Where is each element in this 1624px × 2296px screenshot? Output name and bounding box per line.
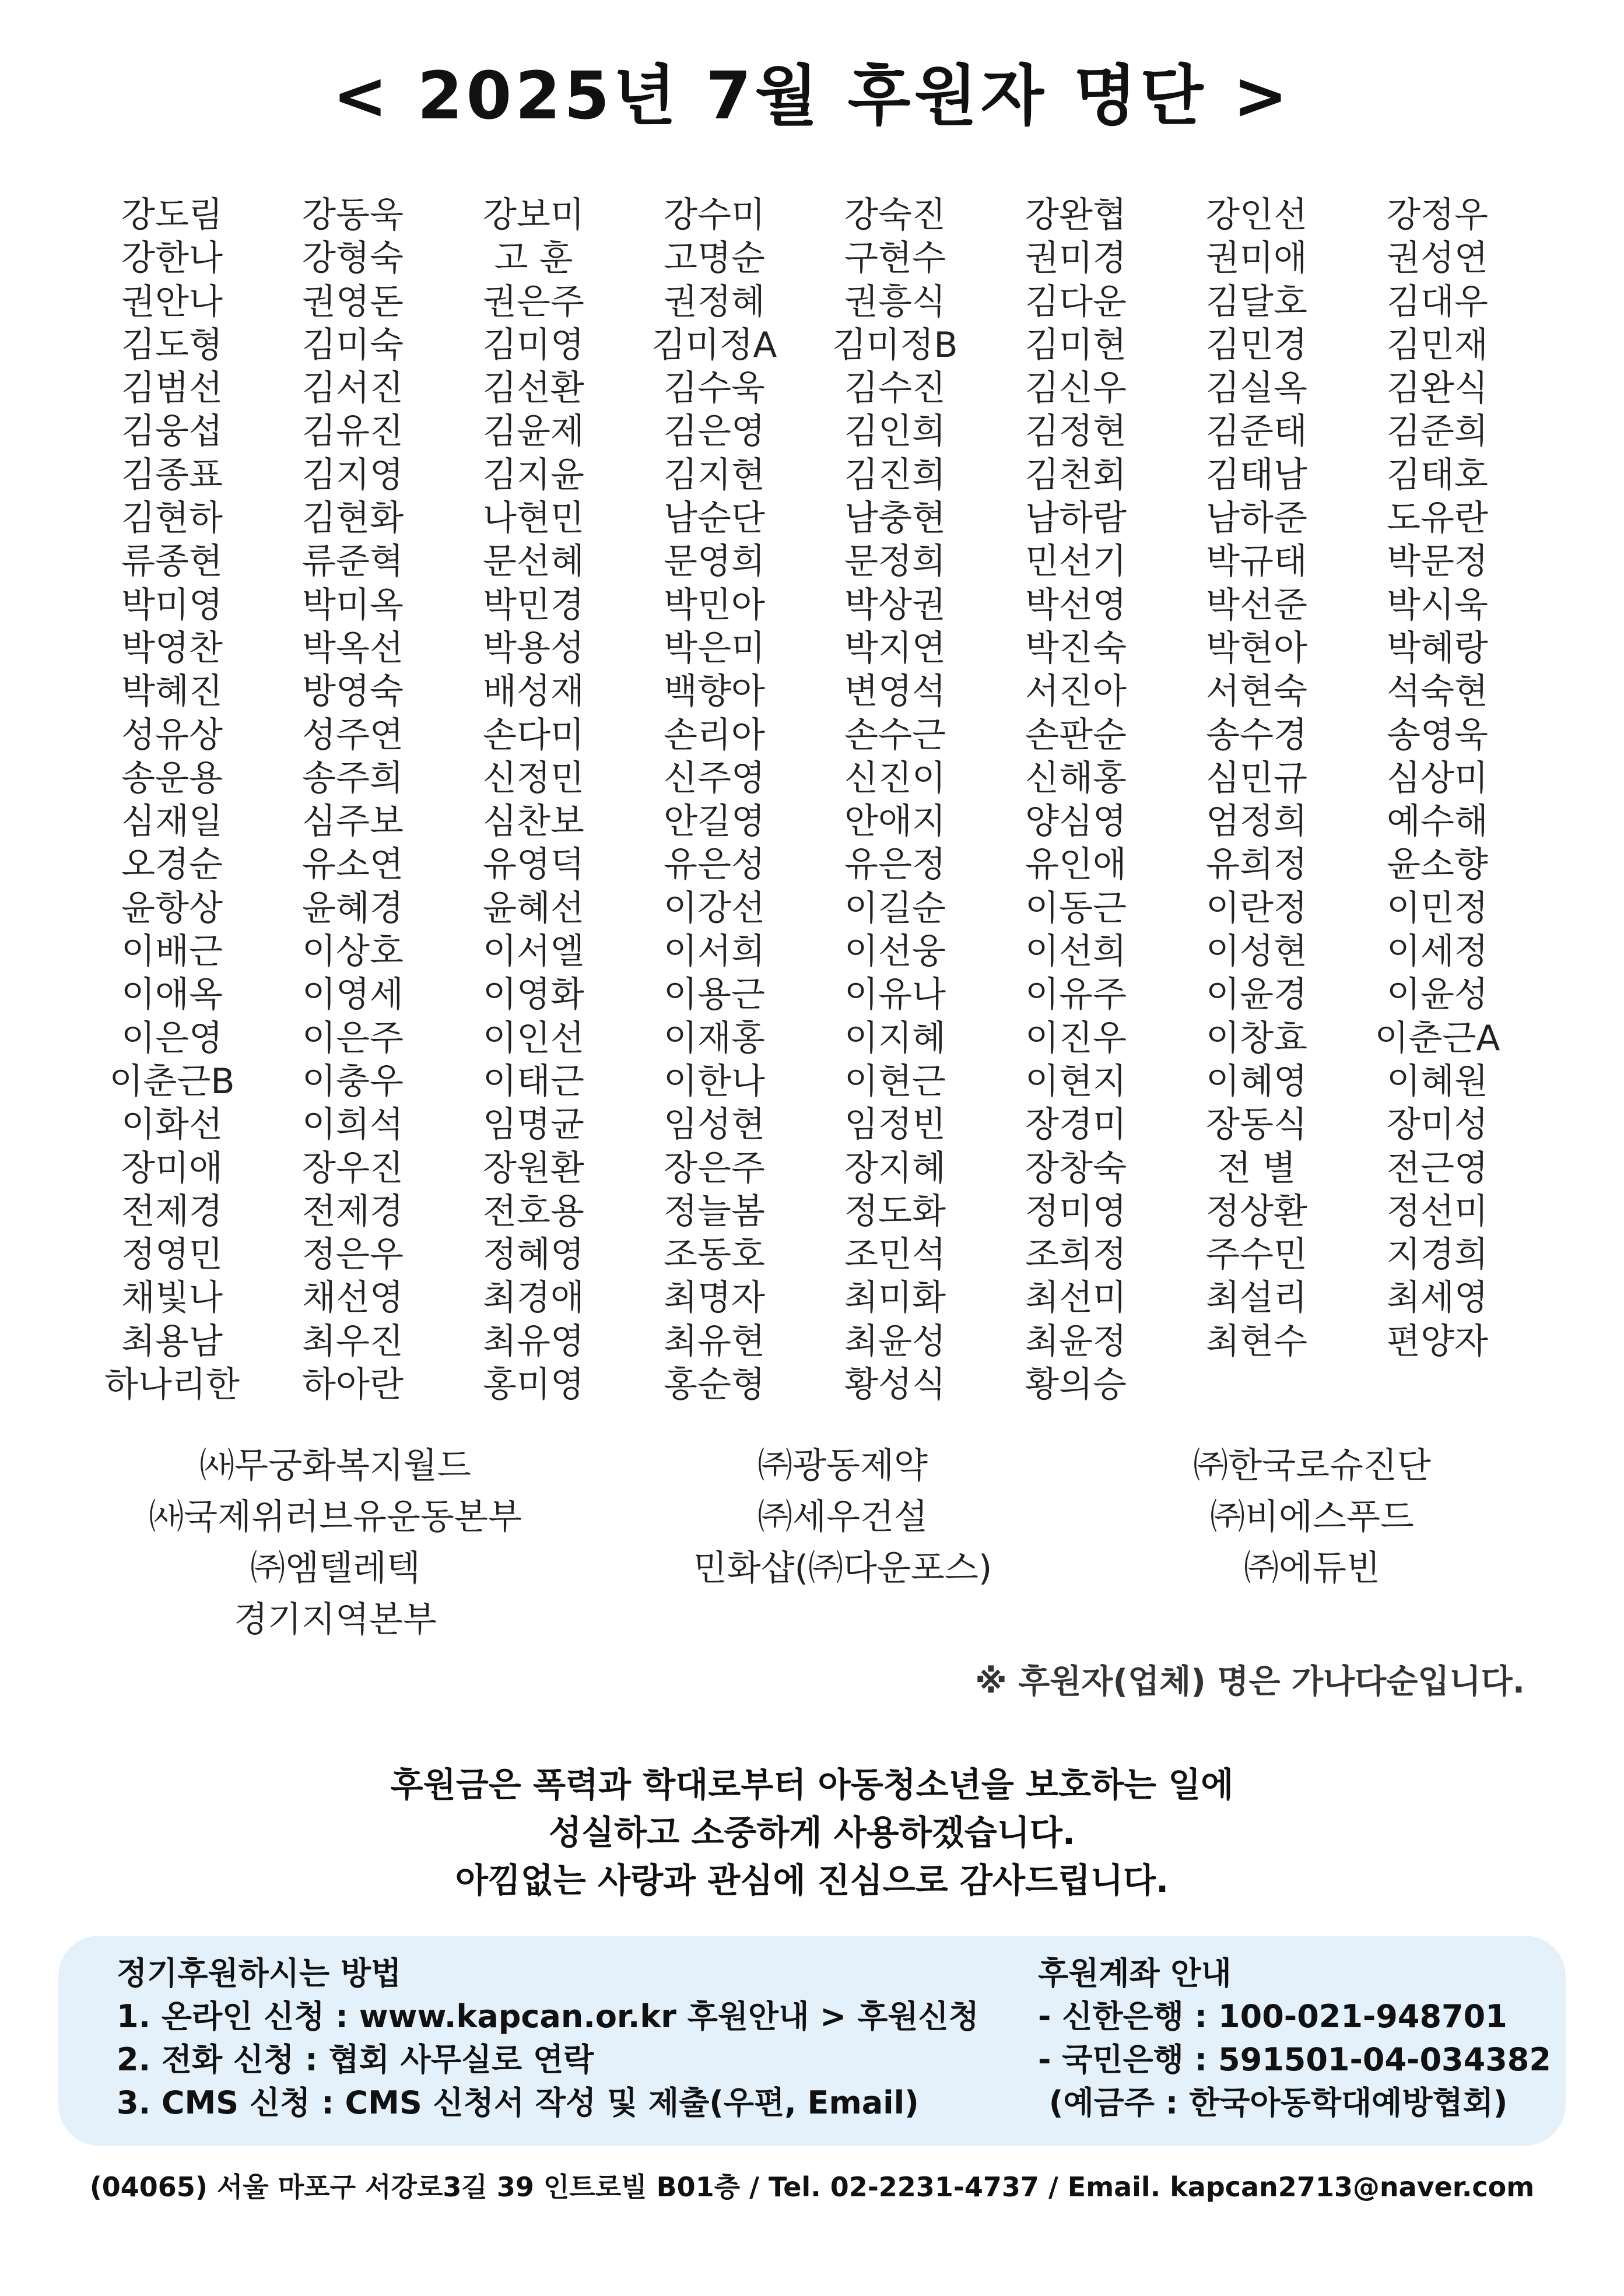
donor-name: 박선준	[1206, 584, 1307, 626]
donor-name: 박시욱	[1387, 584, 1488, 626]
donor-name: 박상권	[844, 584, 946, 626]
donor-name: 서진아	[1025, 671, 1127, 712]
donor-name: 장우진	[302, 1147, 404, 1189]
donor-name: 송운용	[121, 757, 223, 799]
donor-name: 장미애	[121, 1147, 223, 1189]
donor-name: 홍순형	[664, 1364, 765, 1406]
donor-name: 박규태	[1206, 541, 1307, 582]
donor-name: 엄정희	[1206, 801, 1307, 842]
donor-name: 김신우	[1025, 368, 1127, 409]
company-item: ㈔국제위러브유운동본부	[149, 1497, 522, 1537]
donor-name: 이애옥	[121, 974, 223, 1016]
donor-name: 권흥식	[844, 281, 946, 322]
donor-name: 성유상	[121, 714, 223, 756]
donor-name: 전제경	[302, 1191, 404, 1232]
donor-name: 이용근	[664, 974, 765, 1016]
donor-name: 이창효	[1206, 1017, 1307, 1059]
company-column-3	[1096, 1440, 1528, 1645]
donor-name: 임명균	[483, 1104, 584, 1146]
donor-name: 이현근	[844, 1061, 946, 1102]
donor-name: 김현화	[302, 498, 404, 539]
donor-name: 장동식	[1206, 1104, 1307, 1146]
donor-name: 장창숙	[1025, 1147, 1127, 1189]
donor-name: 전 별	[1217, 1147, 1296, 1189]
donor-name: 신해홍	[1025, 757, 1127, 799]
donor-name: 박혜랑	[1387, 627, 1488, 669]
page-title: < 2025년 7월 후원자 명단 >	[332, 58, 1292, 134]
donor-name: 유영덕	[483, 844, 584, 886]
donor-name: 이영화	[483, 974, 584, 1016]
donor-name: 김지윤	[483, 454, 584, 496]
donor-name: 김윤제	[483, 411, 584, 452]
donor-name: 문정희	[844, 541, 946, 582]
donor-name: 구현수	[844, 238, 946, 279]
regular-donation-methods	[117, 1952, 979, 2125]
donor-name: 윤혜경	[302, 887, 404, 929]
donor-name: 김서진	[302, 368, 404, 409]
donor-name: 윤항상	[121, 887, 223, 929]
donor-name: 하아란	[302, 1364, 404, 1406]
donor-name: 심상미	[1387, 757, 1488, 799]
donor-name: 최명자	[664, 1277, 765, 1319]
donor-name: 최우진	[302, 1321, 404, 1362]
donor-name: 이현지	[1025, 1061, 1127, 1102]
method-line: 3. CMS 신청 : CMS 신청서 작성 및 제출(우편, Email)	[117, 2084, 919, 2121]
donor-name: 문영희	[664, 541, 765, 582]
donor-name: 장원환	[483, 1147, 584, 1189]
donor-name: 남하준	[1206, 498, 1307, 539]
donor-name: 양심영	[1025, 801, 1127, 842]
donor-name: 도유란	[1387, 498, 1488, 539]
donor-name: 정도화	[844, 1191, 946, 1232]
donor-name: 김지영	[302, 454, 404, 496]
donor-name: 채빛나	[121, 1277, 223, 1319]
company-item: 경기지역본부	[234, 1599, 437, 1640]
donor-name: 김정현	[1025, 411, 1127, 452]
donor-name: 채선영	[302, 1277, 404, 1319]
donor-name: 김준희	[1387, 411, 1488, 452]
donor-name: 김태호	[1387, 454, 1488, 496]
donor-name: 김천회	[1025, 454, 1127, 496]
donor-name: 고명순	[664, 238, 765, 279]
donor-name: 박민아	[664, 584, 765, 626]
donor-name: 전호용	[483, 1191, 584, 1232]
company-item: ㈜비에스푸드	[1210, 1497, 1414, 1537]
donor-name: 박진숙	[1025, 627, 1127, 669]
donor-name: 민선기	[1025, 541, 1127, 582]
company-item: ㈜엠텔레텍	[250, 1548, 420, 1589]
company-column-2	[589, 1440, 1096, 1645]
sort-order-note: ※ 후원자(업체) 명은 가나다순입니다.	[975, 1663, 1525, 1701]
method-line: 1. 온라인 신청 : www.kapcan.or.kr 후원안내 > 후원신청	[117, 1998, 979, 2035]
donor-name: 박영찬	[121, 627, 223, 669]
donor-name: 김다운	[1025, 281, 1127, 322]
donor-name: 정늘봄	[664, 1191, 765, 1232]
donor-name: 김태남	[1206, 454, 1307, 496]
account-line: - 신한은행 : 100-021-948701	[1038, 1998, 1507, 2035]
donor-name: 류종현	[121, 541, 223, 582]
company-item: ㈜에듀빈	[1244, 1548, 1380, 1589]
company-item: ㈜광동제약	[757, 1445, 928, 1486]
donor-name: 이은영	[121, 1017, 223, 1059]
donor-name: 박민경	[483, 584, 584, 626]
donor-name: 김종표	[121, 454, 223, 496]
donor-name: 김미정B	[832, 324, 958, 366]
donor-name: 최유현	[664, 1321, 765, 1362]
donor-name: 강수미	[664, 195, 765, 236]
donor-name: 류준혁	[302, 541, 404, 582]
donor-name: 황성식	[844, 1364, 946, 1406]
donor-name: 이지혜	[844, 1017, 946, 1059]
company-item: ㈜한국로슈진단	[1193, 1445, 1431, 1486]
donor-name: 이은주	[302, 1017, 404, 1059]
donor-name-grid	[82, 194, 1528, 1406]
account-line: (예금주 : 한국아동학대예방협회)	[1038, 2084, 1508, 2121]
donor-name: 김완식	[1387, 368, 1488, 409]
thank-you-message	[0, 1761, 1624, 1904]
donor-name: 임성현	[664, 1104, 765, 1146]
donor-name: 최미화	[844, 1277, 946, 1319]
donor-name: 이선웅	[844, 931, 946, 973]
donor-name: 안애지	[844, 801, 946, 842]
donor-name: 이선희	[1025, 931, 1127, 973]
donor-name: 이혜원	[1387, 1061, 1488, 1102]
donor-name: 조희정	[1025, 1234, 1127, 1276]
donor-name: 강보미	[483, 195, 584, 236]
donor-name: 이상호	[302, 931, 404, 973]
company-donors	[82, 1440, 1528, 1645]
donor-name: 강형숙	[302, 238, 404, 279]
donor-name: 신진이	[844, 757, 946, 799]
donor-name: 정미영	[1025, 1191, 1127, 1232]
donor-name: 심찬보	[483, 801, 584, 842]
donor-name: 박은미	[664, 627, 765, 669]
donor-name: 이인선	[483, 1017, 584, 1059]
donor-name: 정상환	[1206, 1191, 1307, 1232]
donor-name: 변영석	[844, 671, 946, 712]
donor-name: 장미성	[1387, 1104, 1488, 1146]
donor-name: 이혜영	[1206, 1061, 1307, 1102]
donor-name: 최선미	[1025, 1277, 1127, 1319]
donor-name: 송영욱	[1387, 714, 1488, 756]
donor-name: 이성현	[1206, 931, 1307, 973]
donor-name: 이유주	[1025, 974, 1127, 1016]
donor-name: 김미현	[1025, 324, 1127, 366]
donor-name: 김수욱	[664, 368, 765, 409]
donor-name: 심재일	[121, 801, 223, 842]
donor-name: 강한나	[121, 238, 223, 279]
donor-name: 장경미	[1025, 1104, 1127, 1146]
donor-name: 이란정	[1206, 887, 1307, 929]
donor-name: 최유영	[483, 1321, 584, 1362]
donor-name: 윤혜선	[483, 887, 584, 929]
donor-name: 홍미영	[483, 1364, 584, 1406]
donor-name: 김인희	[844, 411, 946, 452]
donor-name: 윤소향	[1387, 844, 1488, 886]
donor-name: 손판순	[1025, 714, 1127, 756]
donor-name: 박미영	[121, 584, 223, 626]
bank-account-info	[1038, 1952, 1551, 2125]
donor-name: 권성연	[1387, 238, 1488, 279]
donor-name: 강정우	[1387, 195, 1488, 236]
donor-name: 김수진	[844, 368, 946, 409]
donor-name: 이춘근B	[109, 1061, 235, 1102]
method-line: 2. 전화 신청 : 협회 사무실로 연락	[117, 2041, 594, 2078]
donor-name: 지경희	[1387, 1234, 1488, 1276]
donor-name: 이서엘	[483, 931, 584, 973]
donor-name: 권영돈	[302, 281, 404, 322]
donor-name: 유은성	[664, 844, 765, 886]
donor-name: 이윤성	[1387, 974, 1488, 1016]
donor-name: 김실옥	[1206, 368, 1307, 409]
donor-name: 김도형	[121, 324, 223, 366]
donor-name: 이배근	[121, 931, 223, 973]
donor-name: 김진희	[844, 454, 946, 496]
message-line: 성실하고 소중하게 사용하겠습니다.	[549, 1813, 1075, 1852]
methods-heading: 정기후원하시는 방법	[117, 1955, 402, 1992]
donor-name: 안길영	[664, 801, 765, 842]
donor-name: 권미애	[1206, 238, 1307, 279]
donor-name: 강완협	[1025, 195, 1127, 236]
donor-name: 배성재	[483, 671, 584, 712]
donor-name: 손다미	[483, 714, 584, 756]
donor-name: 이한나	[664, 1061, 765, 1102]
donor-name: 방영숙	[302, 671, 404, 712]
donor-name: 장지혜	[844, 1147, 946, 1189]
company-item: ㈔무궁화복지월드	[199, 1445, 471, 1486]
donor-name: 강도림	[121, 195, 223, 236]
donor-name: 남순단	[664, 498, 765, 539]
donor-name: 이태근	[483, 1061, 584, 1102]
donor-name: 이진우	[1025, 1017, 1127, 1059]
donor-name: 나현민	[483, 498, 584, 539]
donor-name: 석숙현	[1387, 671, 1488, 712]
donor-name: 박용성	[483, 627, 584, 669]
donor-name: 최윤성	[844, 1321, 946, 1362]
donor-name: 최윤정	[1025, 1321, 1127, 1362]
donor-name: 이재홍	[664, 1017, 765, 1059]
donor-name: 서현숙	[1206, 671, 1307, 712]
contact-footer: (04065) 서울 마포구 서강로3길 39 인트로빌 B01층 / Tel. 02-2231-4737 / Email. kapcan2713@naver.com	[89, 2171, 1535, 2203]
account-heading: 후원계좌 안내	[1038, 1955, 1232, 1992]
donor-name: 김대우	[1387, 281, 1488, 322]
donor-name: 이유나	[844, 974, 946, 1016]
donor-name: 김미영	[483, 324, 584, 366]
message-line: 후원금은 폭력과 학대로부터 아동청소년을 보호하는 일에	[390, 1765, 1234, 1804]
donor-name: 박옥선	[302, 627, 404, 669]
donor-name: 손수근	[844, 714, 946, 756]
donor-name: 박현아	[1206, 627, 1307, 669]
donor-name: 신정민	[483, 757, 584, 799]
donor-name: 전근영	[1387, 1147, 1488, 1189]
donor-name: 성주연	[302, 714, 404, 756]
donor-name: 유은정	[844, 844, 946, 886]
donor-name: 조동호	[664, 1234, 765, 1276]
account-line: - 국민은행 : 591501-04-034382	[1038, 2041, 1551, 2078]
donor-name: 권미경	[1025, 238, 1127, 279]
donor-name: 이민정	[1387, 887, 1488, 929]
donor-name: 고 훈	[494, 238, 573, 279]
donor-name: 남하람	[1025, 498, 1127, 539]
donor-name: 박선영	[1025, 584, 1127, 626]
donor-name: 신주영	[664, 757, 765, 799]
company-item: ㈜세우건설	[757, 1497, 928, 1537]
donor-name: 오경순	[121, 844, 223, 886]
donor-name: 박미옥	[302, 584, 404, 626]
donor-name: 이길순	[844, 887, 946, 929]
donor-name: 편양자	[1387, 1321, 1488, 1362]
donor-name: 황의승	[1025, 1364, 1127, 1406]
donor-name: 정혜영	[483, 1234, 584, 1276]
donor-name: 하나리한	[104, 1364, 240, 1406]
donation-info-box	[58, 1936, 1566, 2146]
donor-name: 최세영	[1387, 1277, 1488, 1319]
donor-name: 심민규	[1206, 757, 1307, 799]
donor-name: 최용남	[121, 1321, 223, 1362]
donor-name: 권안나	[121, 281, 223, 322]
donor-name: 유희정	[1206, 844, 1307, 886]
donor-name: 강동욱	[302, 195, 404, 236]
donor-name: 이서희	[664, 931, 765, 973]
donor-name: 강숙진	[844, 195, 946, 236]
donor-name: 김미숙	[302, 324, 404, 366]
donor-name: 예수해	[1387, 801, 1488, 842]
donor-name: 김지현	[664, 454, 765, 496]
donor-name: 정영민	[121, 1234, 223, 1276]
donor-name: 김달호	[1206, 281, 1307, 322]
donor-name: 유인애	[1025, 844, 1127, 886]
donor-name: 이강선	[664, 887, 765, 929]
donor-name: 김준태	[1206, 411, 1307, 452]
donor-name: 임정빈	[844, 1104, 946, 1146]
donor-name: 김은영	[664, 411, 765, 452]
donor-name: 이희석	[302, 1104, 404, 1146]
donor-name: 이충우	[302, 1061, 404, 1102]
donor-name: 이영세	[302, 974, 404, 1016]
company-column-1	[82, 1440, 589, 1645]
donor-name: 박문정	[1387, 541, 1488, 582]
donor-name: 박지연	[844, 627, 946, 669]
donor-name: 이동근	[1025, 887, 1127, 929]
donor-name: 김민경	[1206, 324, 1307, 366]
donor-name: 송주희	[302, 757, 404, 799]
donor-name: 문선혜	[483, 541, 584, 582]
donor-name: 이세정	[1387, 931, 1488, 973]
donor-name: 장은주	[664, 1147, 765, 1189]
donor-name: 권은주	[483, 281, 584, 322]
donor-name: 정선미	[1387, 1191, 1488, 1232]
donor-name: 김범선	[121, 368, 223, 409]
donor-name: 강인선	[1206, 195, 1307, 236]
message-line: 아낌없는 사랑과 관심에 진심으로 감사드립니다.	[455, 1860, 1169, 1900]
donor-name: 조민석	[844, 1234, 946, 1276]
donor-name: 주수민	[1206, 1234, 1307, 1276]
donor-name: 김선환	[483, 368, 584, 409]
donor-name: 전제경	[121, 1191, 223, 1232]
donor-name: 이화선	[121, 1104, 223, 1146]
donor-name: 김유진	[302, 411, 404, 452]
donor-name: 김웅섭	[121, 411, 223, 452]
donor-name: 김현하	[121, 498, 223, 539]
donor-name: 김미정A	[651, 324, 777, 366]
donor-name: 유소연	[302, 844, 404, 886]
donor-name: 최현수	[1206, 1321, 1307, 1362]
donor-name: 남충현	[844, 498, 946, 539]
donor-name: 심주보	[302, 801, 404, 842]
donor-name: 백향아	[664, 671, 765, 712]
donor-name: 박혜진	[121, 671, 223, 712]
donor-name: 김민재	[1387, 324, 1488, 366]
donor-name: 손리아	[664, 714, 765, 756]
donor-name: 이춘근A	[1374, 1017, 1500, 1059]
donor-name: 최설리	[1206, 1277, 1307, 1319]
donor-name: 정은우	[302, 1234, 404, 1276]
donor-name: 최경애	[483, 1277, 584, 1319]
donor-name: 송수경	[1206, 714, 1307, 756]
company-item: 민화샵(㈜다운포스)	[693, 1548, 992, 1589]
donor-name: 이윤경	[1206, 974, 1307, 1016]
donor-name: 권정혜	[664, 281, 765, 322]
